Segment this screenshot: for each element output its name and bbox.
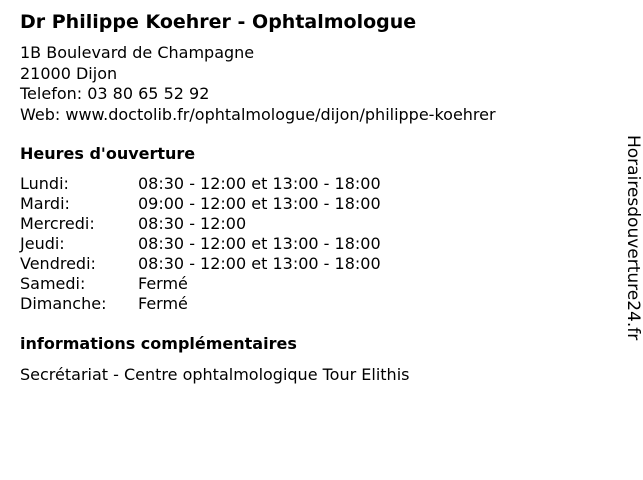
street-address: 1B Boulevard de Champagne: [20, 43, 255, 62]
day-label: Lundi:: [20, 174, 69, 193]
watermark: Horairesdouverture24.fr: [623, 135, 643, 341]
day-label: Dimanche:: [20, 294, 107, 313]
day-label: Mercredi:: [20, 214, 95, 233]
hours-value: 09:00 - 12:00 et 13:00 - 18:00: [138, 194, 381, 213]
city-address: 21000 Dijon: [20, 63, 118, 83]
additional-info-heading: informations complémentaires: [20, 334, 297, 353]
opening-hours-heading: Heures d'ouverture: [20, 144, 196, 163]
day-label: Vendredi:: [20, 254, 96, 273]
opening-hours-list: [20, 174, 381, 314]
hours-row-vendredi: [20, 254, 381, 274]
hours-row-mardi: [20, 194, 381, 214]
website: Web: www.doctolib.fr/ophtalmologue/dijon/philippe-koehrer: [20, 104, 496, 124]
day-label: Jeudi:: [20, 234, 65, 253]
hours-value: 08:30 - 12:00 et 13:00 - 18:00: [138, 234, 381, 253]
day-label: Mardi:: [20, 194, 70, 213]
phone-number: Telefon: 03 80 65 52 92: [20, 84, 210, 103]
address-block: [20, 43, 496, 125]
hours-row-jeudi: [20, 234, 381, 254]
hours-value: 08:30 - 12:00: [138, 214, 247, 233]
hours-value: 08:30 - 12:00 et 13:00 - 18:00: [138, 174, 381, 193]
hours-row-dimanche: [20, 294, 381, 314]
hours-row-mercredi: [20, 214, 381, 234]
hours-value: Fermé: [138, 274, 188, 293]
additional-info-text: Secrétariat - Centre ophtalmologique Tour Elithis: [20, 365, 410, 384]
hours-value: 08:30 - 12:00 et 13:00 - 18:00: [138, 254, 381, 273]
hours-value: Fermé: [138, 294, 188, 313]
page-title: Dr Philippe Koehrer - Ophtalmologue: [20, 11, 417, 33]
hours-row-lundi: [20, 174, 381, 194]
hours-row-samedi: [20, 274, 381, 294]
day-label: Samedi:: [20, 274, 86, 293]
